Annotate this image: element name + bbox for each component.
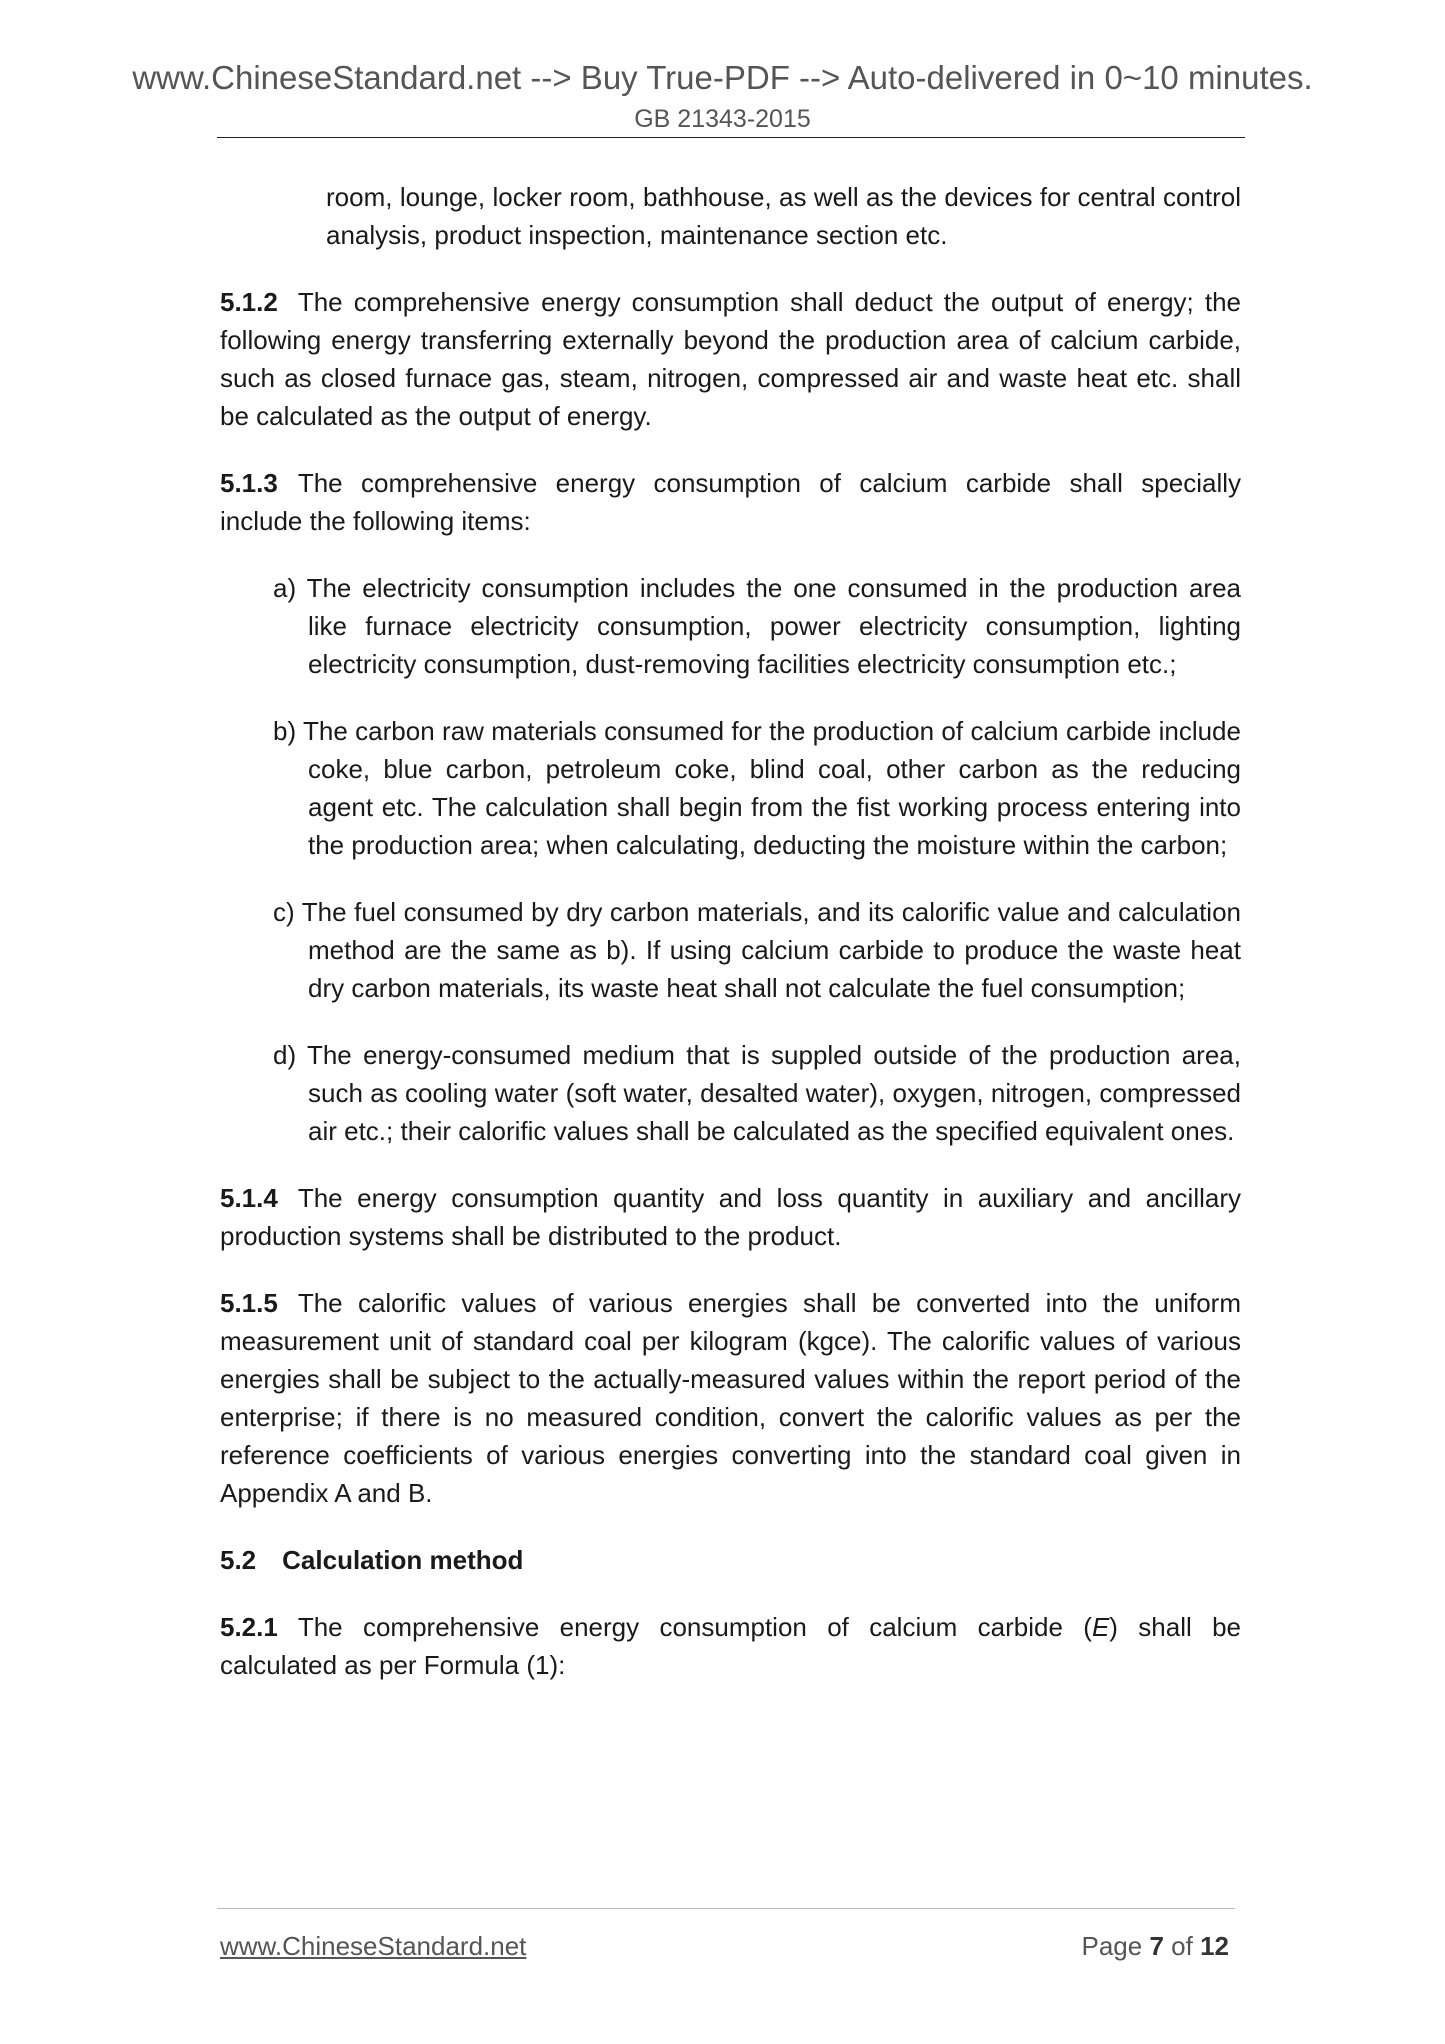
- section-title: Calculation method: [282, 1545, 524, 1575]
- current-page: 7: [1149, 1931, 1164, 1961]
- clause-text: The calorific values of various energies shall be converted into the uniform measurement unit of standard coal per kilogram (kgce). The calorific values of various energies shall be subject to the actually-measured values within the report period of the enterprise; if there is no measured condition, convert the calorific values as per the reference coefficients of various energies converting into the standard coal given in Appendix A and B.: [220, 1288, 1241, 1508]
- formula-symbol: E: [1091, 1612, 1110, 1642]
- clause-text: The comprehensive energy consumption shall deduct the output of energy; the following energy transferring externally beyond the production area of calcium carbide, such as closed furnace gas, steam, nitrogen, compressed air and waste heat etc. shall be calculated as the output of energy.: [220, 287, 1241, 431]
- list-item-d: [220, 1036, 1241, 1150]
- list-item-text: The electricity consumption includes the one consumed in the production area like furnace electricity consumption, power electricity consumption, lighting electricity consumption, dust-removing facilities electricity consumption etc.;: [306, 573, 1241, 679]
- document-body: [220, 178, 1241, 1713]
- list-marker: c): [273, 897, 295, 927]
- section-number: 5.2: [220, 1545, 257, 1575]
- clause-5-1-2: [220, 283, 1241, 435]
- clause-5-2-1: [220, 1608, 1241, 1684]
- clause-5-1-4: [220, 1179, 1241, 1255]
- top-banner: www.ChineseStandard.net --> Buy True-PDF --> Auto-delivered in 0~10 minutes.: [132, 59, 1313, 96]
- clause-text: The comprehensive energy consumption of calcium carbide shall specially include the following items:: [220, 468, 1241, 536]
- footer-divider: [217, 1908, 1235, 1909]
- clause-number: 5.1.4: [220, 1183, 278, 1213]
- list-marker: d): [273, 1040, 297, 1070]
- list-item-a: [220, 569, 1241, 683]
- clause-number: 5.1.2: [220, 287, 278, 317]
- clause-number: 5.1.3: [220, 468, 278, 498]
- clause-5-1-3: [220, 464, 1241, 540]
- section-heading-5-2: [220, 1541, 1241, 1579]
- list-item-text: The carbon raw materials consumed for the production of calcium carbide include coke, blue carbon, petroleum coke, blind coal, other carbon as the reducing agent etc. The calculation shall begin from the fist working process entering into the production area; when calculating, deducting the moisture within the carbon;: [303, 716, 1241, 860]
- list-item-b: [220, 712, 1241, 864]
- clause-number: 5.2.1: [220, 1612, 278, 1642]
- footer-site-link[interactable]: www.ChineseStandard.net: [220, 1931, 527, 1961]
- page-label: Page: [1081, 1931, 1143, 1961]
- page-indicator: [1081, 1930, 1229, 1962]
- list-item-c: [220, 893, 1241, 1007]
- continuation-text: room, lounge, locker room, bathhouse, as well as the devices for central control analysis, product inspection, maintenance section etc.: [326, 182, 1241, 250]
- clause-text: The comprehensive energy consumption of calcium carbide (: [297, 1612, 1092, 1642]
- standard-code: GB 21343-2015: [634, 105, 811, 133]
- list-item-text: The energy-consumed medium that is suppled outside of the production area, such as cooling water (soft water, desalted water), oxygen, nitrogen, compressed air etc.; their calorific values shall be calculated as the specified equivalent ones.: [306, 1040, 1241, 1146]
- clause-number: 5.1.5: [220, 1288, 278, 1318]
- clause-5-1-5: [220, 1284, 1241, 1512]
- list-item-text: The fuel consumed by dry carbon materials, and its calorific value and calculation method are the same as b). If using calcium carbide to produce the waste heat dry carbon materials, its waste heat shall not calculate the fuel consumption;: [301, 897, 1241, 1003]
- list-marker: b): [273, 716, 297, 746]
- total-pages: 12: [1200, 1931, 1229, 1961]
- clause-text: The energy consumption quantity and loss quantity in auxiliary and ancillary production systems shall be distributed to the product.: [220, 1183, 1241, 1251]
- header-divider: [217, 137, 1245, 138]
- page-of: of: [1171, 1931, 1193, 1961]
- list-marker: a): [273, 573, 297, 603]
- clause-text-end: ) shall be calculated as per Formula (1):: [220, 1612, 1241, 1680]
